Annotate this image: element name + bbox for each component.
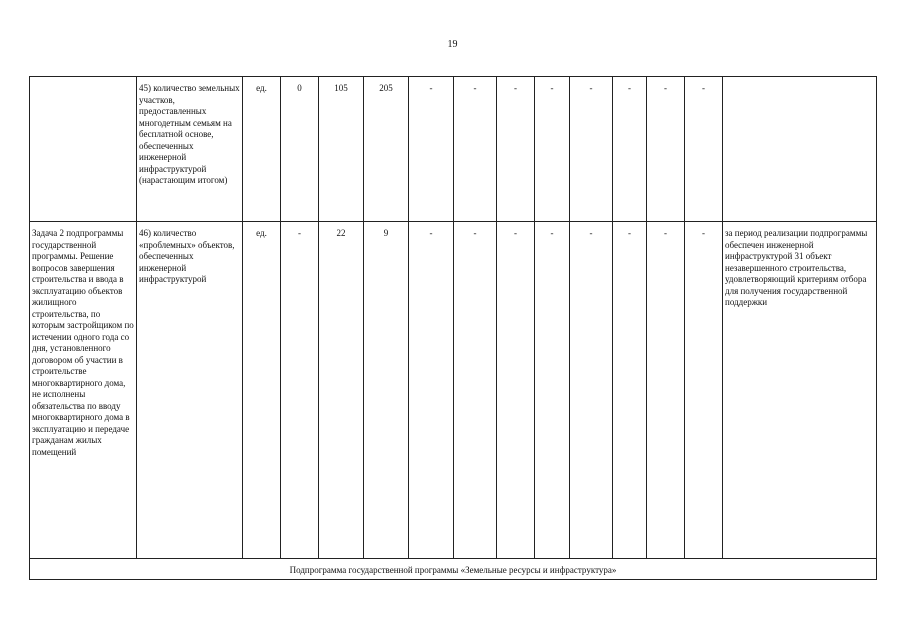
- value-cell: -: [409, 222, 454, 559]
- unit-cell: ед.: [243, 222, 281, 559]
- section-row: [30, 559, 877, 580]
- value-cell: -: [570, 77, 613, 222]
- value-cell: -: [535, 222, 570, 559]
- note-cell: [723, 77, 877, 222]
- value-cell: 0: [281, 77, 319, 222]
- section-title: Подпрограмма государственной программы «Земельные ресурсы и инфраструктура»: [30, 559, 877, 580]
- note-cell: за период реализации подпрограммы обеспечен инженерной инфраструктурой 31 объект незавершенного строительства, удовлетворяющий критериям отбора для получения государственной поддержки: [723, 222, 877, 559]
- table-row: [30, 222, 877, 559]
- value-cell: -: [647, 222, 685, 559]
- value-cell: -: [535, 77, 570, 222]
- value-cell: -: [613, 77, 647, 222]
- unit-cell: ед.: [243, 77, 281, 222]
- value-cell: -: [647, 77, 685, 222]
- value-cell: -: [497, 77, 535, 222]
- value-cell: 9: [364, 222, 409, 559]
- indicators-table: [29, 76, 877, 580]
- value-cell: -: [613, 222, 647, 559]
- value-cell: -: [570, 222, 613, 559]
- page-number: 19: [447, 39, 458, 50]
- indicator-cell: 46) количество «проблемных» объектов, обеспеченных инженерной инфраструктурой: [137, 222, 243, 559]
- value-cell: -: [685, 77, 723, 222]
- value-cell: -: [409, 77, 454, 222]
- value-cell: -: [685, 222, 723, 559]
- task-cell: [30, 77, 137, 222]
- value-cell: 22: [319, 222, 364, 559]
- table-row: [30, 77, 877, 222]
- indicator-cell: 45) количество земельных участков, предоставленных многодетным семьям на бесплатной основе, обеспеченных инженерной инфраструктурой (нарастающим итогом): [137, 77, 243, 222]
- value-cell: 205: [364, 77, 409, 222]
- value-cell: -: [454, 77, 497, 222]
- value-cell: 105: [319, 77, 364, 222]
- value-cell: -: [497, 222, 535, 559]
- value-cell: -: [454, 222, 497, 559]
- value-cell: -: [281, 222, 319, 559]
- task-cell: Задача 2 подпрограммы государственной программы. Решение вопросов завершения строительства и ввода в эксплуатацию объектов жилищного строительства, по которым застройщиком по истечении одного года со дня, установленного договором об участии в строительстве многоквартирного дома, не исполнены обязательства по вводу многоквартирного дома в эксплуатацию и передаче гражданам жилых помещений: [30, 222, 137, 559]
